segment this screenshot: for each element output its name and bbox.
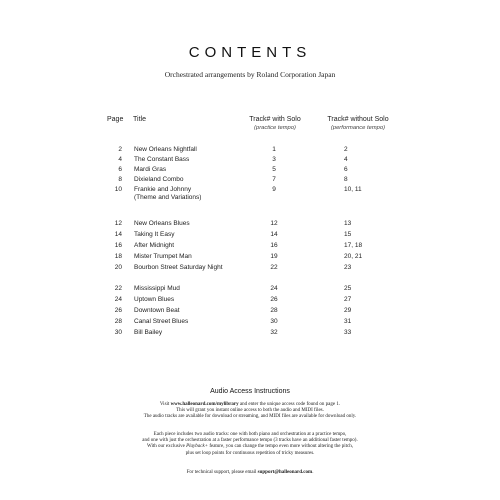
- audio-access-paragraph: [0, 402, 500, 421]
- row-nosolo-track: 6: [344, 166, 348, 173]
- row-nosolo-track: 8: [344, 176, 348, 183]
- row-page: 26: [114, 307, 122, 314]
- row-solo-track: 12: [270, 220, 278, 227]
- row-nosolo-track: 17, 18: [344, 242, 363, 249]
- row-nosolo-track: 4: [344, 156, 348, 163]
- page-title: CONTENTS: [188, 44, 312, 61]
- row-title: Taking It Easy: [134, 231, 175, 238]
- table-row: [0, 166, 500, 176]
- row-page: 2: [118, 146, 122, 153]
- table-row: [0, 329, 500, 339]
- row-page: 28: [114, 318, 122, 325]
- table-row: [0, 156, 500, 166]
- row-solo-track: 24: [270, 285, 278, 292]
- table-row: [0, 176, 500, 186]
- row-solo-track: 22: [270, 264, 278, 271]
- playback-line-4: plus set loop points for continuous repetition of tricky measures.: [185, 450, 315, 456]
- row-title: Bill Bailey: [134, 329, 163, 336]
- table-row: [0, 264, 500, 274]
- audio-instructions-title: Audio Access Instructions: [210, 388, 290, 395]
- row-nosolo-track: 27: [344, 296, 352, 303]
- playback-text-pre: With our exclusive: [146, 444, 187, 450]
- playback-plus-name: Playback+: [186, 444, 209, 450]
- support-text-post: .: [312, 470, 314, 475]
- row-page: 18: [114, 253, 122, 260]
- row-nosolo-track: 23: [344, 264, 352, 271]
- row-nosolo-track: 20, 21: [344, 253, 363, 260]
- row-page: 16: [114, 242, 122, 249]
- table-row: [0, 296, 500, 306]
- access-line-3: The audio tracks are available for download or streaming, and MIDI files are available for download only.: [143, 414, 357, 420]
- table-row: [0, 146, 500, 156]
- row-solo-track: 28: [270, 307, 278, 314]
- row-nosolo-track: 2: [344, 146, 348, 153]
- row-nosolo-track: 15: [344, 231, 352, 238]
- row-title: New Orleans Blues: [134, 220, 190, 227]
- page-subtitle: Orchestrated arrangements by Roland Corporation Japan: [164, 70, 336, 79]
- row-solo-track: 19: [270, 253, 278, 260]
- row-nosolo-track: 10, 11: [344, 186, 362, 193]
- column-header-nosolo: [318, 115, 398, 133]
- row-title: Mister Trumpet Man: [134, 253, 192, 260]
- row-solo-track: 5: [272, 166, 276, 173]
- table-header: [0, 115, 500, 139]
- support-paragraph: [0, 470, 500, 476]
- row-title: The Constant Bass: [134, 156, 190, 163]
- row-nosolo-track: 25: [344, 285, 352, 292]
- table-row: [0, 220, 500, 230]
- row-page: 20: [114, 264, 122, 271]
- row-solo-track: 9: [272, 186, 276, 193]
- row-solo-track: 16: [270, 242, 278, 249]
- row-solo-track: 7: [272, 176, 276, 183]
- row-title-line2: (Theme and Variations): [134, 194, 202, 201]
- row-title: Frankie and Johnny: [134, 186, 192, 193]
- table-row: [0, 307, 500, 317]
- table-row: [0, 231, 500, 241]
- row-title: New Orleans Nightfall: [134, 146, 197, 153]
- playback-paragraph: [0, 432, 500, 457]
- column-header-page: Page: [107, 116, 124, 123]
- row-nosolo-track: 29: [344, 307, 352, 314]
- table-row: [0, 186, 500, 204]
- row-solo-track: 3: [272, 156, 276, 163]
- row-title: Downtown Beat: [134, 307, 180, 314]
- row-title: Dixieland Combo: [134, 176, 184, 183]
- support-text-pre: For technical support, please email: [186, 470, 258, 475]
- library-link[interactable]: www.halleonard.com/mylibrary: [170, 402, 239, 407]
- playback-text-post: feature, you can change the tempo even more without altering the pitch,: [208, 444, 354, 450]
- row-solo-track: 1: [272, 146, 276, 153]
- row-title: Mississippi Mud: [134, 285, 180, 292]
- row-title: Canal Street Blues: [134, 318, 189, 325]
- row-nosolo-track: 33: [344, 329, 352, 336]
- column-header-title: Title: [133, 116, 146, 123]
- row-solo-track: 30: [270, 318, 278, 325]
- row-page: 6: [118, 166, 122, 173]
- table-row: [0, 318, 500, 328]
- support-email-link[interactable]: support@halleonard.com: [257, 470, 313, 475]
- row-title: Mardi Gras: [134, 166, 167, 173]
- row-page: 22: [114, 285, 122, 292]
- column-header-nosolo-label: Track# without Solo: [327, 116, 389, 123]
- column-header-solo: [232, 115, 318, 133]
- access-text-pre: Visit: [159, 402, 171, 407]
- row-page: 24: [114, 296, 122, 303]
- row-page: 30: [114, 329, 122, 336]
- table-row: [0, 253, 500, 263]
- row-page: 14: [114, 231, 122, 238]
- table-row: [0, 242, 500, 252]
- playback-line-1: Each piece includes two audio tracks: one with both piano and orchestration at a practice tempo,: [153, 432, 347, 437]
- row-solo-track: 32: [270, 329, 278, 336]
- support-line: [0, 470, 500, 476]
- table-row: [0, 285, 500, 295]
- access-text-post: and enter the unique access code found on page 1.: [238, 402, 341, 407]
- playback-line-2: and one with just the orchestration at a faster performance tempo (3 tracks have an additional faster tempo).: [142, 438, 358, 444]
- row-title: After Midnight: [134, 242, 175, 249]
- column-header-solo-sub: (practice tempo): [254, 125, 296, 131]
- row-title: Uptown Blues: [134, 296, 175, 303]
- column-header-nosolo-sub: (performance tempo): [330, 125, 386, 131]
- row-page: 4: [118, 156, 122, 163]
- row-page: 10: [114, 186, 122, 193]
- row-nosolo-track: 13: [344, 220, 352, 227]
- row-solo-track: 14: [270, 231, 278, 238]
- row-nosolo-track: 31: [344, 318, 352, 325]
- row-title: Bourbon Street Saturday Night: [134, 264, 223, 271]
- row-page: 8: [118, 176, 122, 183]
- row-solo-track: 26: [270, 296, 278, 303]
- row-page: 12: [114, 220, 122, 227]
- column-header-solo-label: Track# with Solo: [249, 116, 301, 123]
- access-line-2: This will grant you instant online access to both the audio and MIDI files.: [176, 408, 324, 414]
